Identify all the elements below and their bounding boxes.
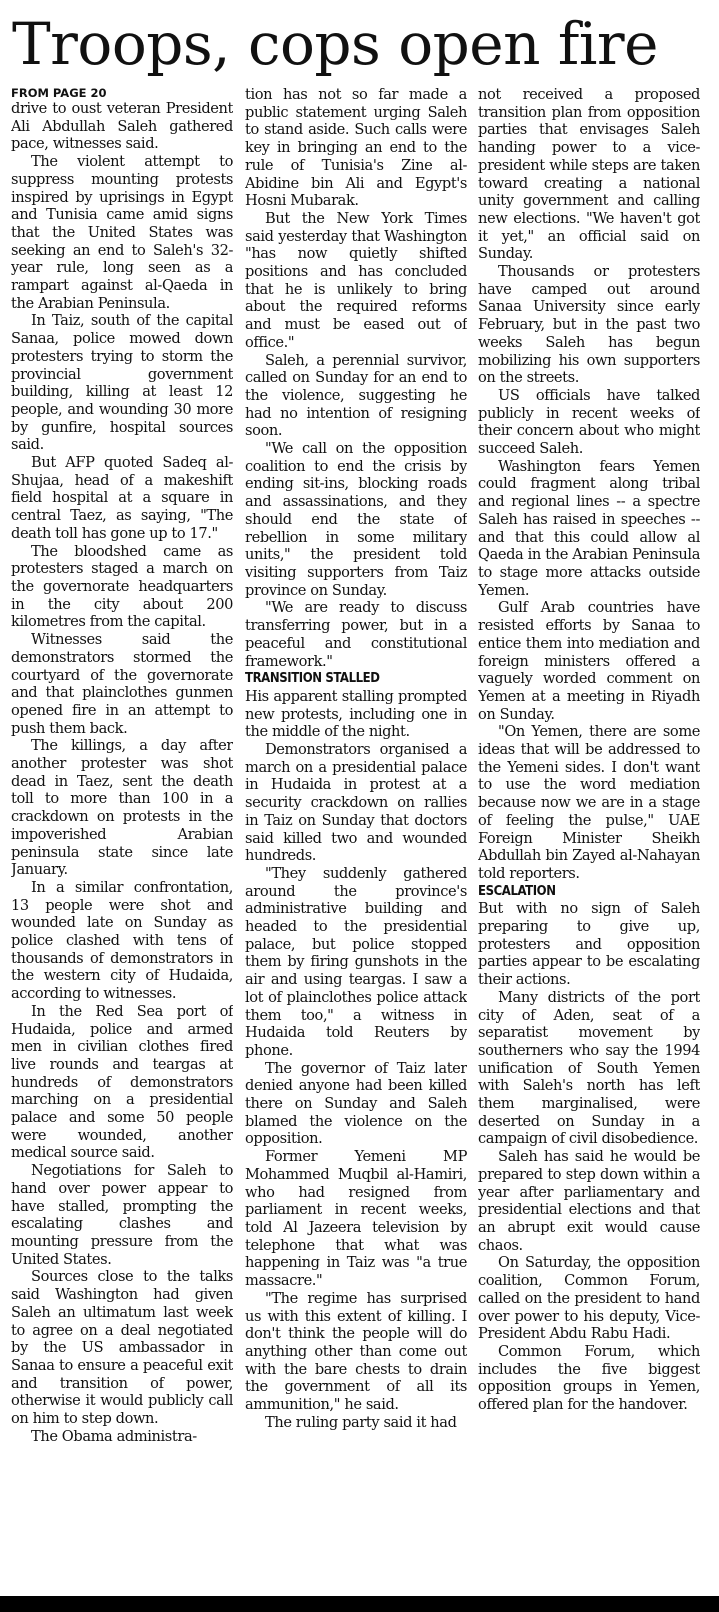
paragraph: The Obama administra- [31,1427,197,1445]
paragraph: The killings, a day after another protester was shot dead in Taez, sent the death toll to more than 100 in a crackdown on protests in the impoverished Arabian peninsula state since late January. [11,737,233,879]
paragraph: Saleh, a perennial survivor, called on Sunday for an end to the violence, suggesting he had no intention of resigning soon. [245,351,467,440]
paragraph: But with no sign of Saleh preparing to give up, protesters and opposition parties appear to be escalating their actions. [478,900,700,989]
paragraph: In Taiz, south of the capital Sanaa, police mowed down protesters trying to storm the provincial government building, killing at least 12 people, and wounding 30 more by gunfire, hospital sources said. [11,312,233,454]
subhead-transition-stalled: TRANSITION STALLED [245,671,380,687]
paragraph: drive to oust veteran President Ali Abdullah Saleh gathered pace, witnesses said. [11,100,233,153]
paragraph: Gulf Arab countries have resisted efforts by Sanaa to entice them into mediation and foreign ministers offered a vaguely worded comment on Yemen at a meeting in Riyadh on Sunday. [478,599,700,723]
paragraph: Washington fears Yemen could fragment along tribal and regional lines -- a spectre Saleh has raised in speeches -- and that this could allow al Qaeda in the Arabian Peninsula to stage more attacks outside Yemen. [478,457,700,599]
paragraph: His apparent stalling prompted new protests, including one in the middle of the night. [245,687,467,741]
paragraph: "We are ready to discuss transferring power, but in a peaceful and constitutional framework." [245,599,467,670]
paragraph: not received a proposed transition plan from opposition parties that envisages Saleh handing power to a vice-president while steps are taken toward creating a national unity government and calling new elections. "We haven't got it yet," an official said on Sunday. [478,86,700,263]
paragraph: "They suddenly gathered around the province's administrative building and headed to the presidential palace, but police stopped them by firing gunshots in the air and using teargas. I saw a lot of plainclothes police attack them too," a witness in Hudaida told Reuters by phone. [245,864,467,1059]
continued-from-label: FROM PAGE 20 [11,86,107,100]
paragraph: The governor of Taiz later denied anyone had been killed there on Sunday and Saleh blamed the violence on the opposition. [245,1059,467,1148]
paragraph: Common Forum, which includes the five biggest opposition groups in Yemen, offered plan for the handover. [478,1342,700,1414]
paragraph: Demonstrators organised a march on a presidential palace in Hudaida in protest at a security crackdown on rallies in Taiz on Sunday that doctors said killed two and wounded hundreds. [245,741,467,865]
paragraph: "The regime has surprised us with this extent of killing. I don't think the people will do anything other than come out with the bare chests to drain the government of all its ammunition," he said. [245,1289,467,1414]
paragraph: Many districts of the port city of Aden, seat of a separatist movement by southerners who say the 1994 unification of South Yemen with Saleh's north has left them marginalised, were deserted on Sunday in a campaign of civil disobedience. [478,988,700,1148]
headline: Troops, cops open fire [12,10,658,78]
paragraph: "We call on the opposition coalition to end the crisis by ending sit-ins, blocking roads and assassinations, and they should end the state of rebellion in some military units," the president told visiting supporters from Taiz province on Sunday. [245,440,467,599]
paragraph: Saleh has said he would be prepared to step down within a year after parliamentary and presidential elections and that an abrupt exit would cause chaos. [478,1148,700,1254]
page-bottom-rule [0,1596,719,1612]
paragraph: But AFP quoted Sadeq al-Shujaa, head of a makeshift field hospital at a square in central Taez, as saying, "The death toll has gone up to 17." [11,454,233,542]
paragraph: But the New York Times said yesterday that Washington "has now quietly shifted positions and has concluded that he is unlikely to bring about the required reforms and must be eased out of office." [245,209,467,351]
paragraph: The bloodshed came as protesters staged a march on the governorate headquarters in the city about 200 kilometres from the capital. [11,542,233,631]
paragraph: tion has not so far made a public statement urging Saleh to stand aside. Such calls were key in bringing an end to the rule of Tunisia's Zine al-Abidine bin Ali and Egypt's Hosni Mubarak. [245,86,467,210]
paragraph: Former Yemeni MP Mohammed Muqbil al-Hamiri, who had resigned from parliament in recent weeks, told Al Jazeera television by telephone that what was happening in Taiz was "a true massacre." [245,1148,467,1290]
paragraph: In a similar confrontation, 13 people were shot and wounded late on Sunday as police clashed with tens of thousands of demonstrators in the western city of Hudaida, according to witnesses. [11,878,233,1003]
paragraph: Witnesses said the demonstrators stormed the courtyard of the governorate and that plainclothes gunmen opened fire in an attempt to push them back. [11,631,233,737]
article-column-1 [11,86,233,1596]
paragraph: Negotiations for Saleh to hand over power appear to have stalled, prompting the escalating clashes and mounting pressure from the United States. [11,1162,233,1268]
paragraph: "On Yemen, there are some ideas that will be addressed to the Yemeni sides. I don't want to use the word mediation because now we are in a stage of feeling the pulse," UAE Foreign Minister Sheikh Abdullah bin Zayed al-Nahayan told reporters. [478,723,700,882]
paragraph: The violent attempt to suppress mounting protests inspired by uprisings in Egypt and Tunisia came amid signs that the United States was seeking an end to Saleh's 32-year rule, long seen as a rampart against al-Qaeda in the Arabian Peninsula. [11,153,233,312]
paragraph: In the Red Sea port of Hudaida, police and armed men in civilian clothes fired live rounds and teargas at hundreds of demonstrators marching on a presidential palace and some 50 people were wounded, another medical source said. [11,1002,233,1162]
paragraph: US officials have talked publicly in recent weeks of their concern about who might succeed Saleh. [478,386,700,458]
paragraph: The ruling party said it had [265,1413,457,1431]
article-column-2 [245,86,467,1596]
paragraph: Sources close to the talks said Washington had given Saleh an ultimatum last week to agree on a deal negotiated by the US ambassador in Sanaa to ensure a peaceful exit and transition of power, otherwise it would publicly call on him to step down. [11,1268,233,1428]
subhead-escalation: ESCALATION [478,883,556,899]
paragraph: On Saturday, the opposition coalition, Common Forum, called on the president to hand over power to his deputy, Vice-President Abdu Rabu Hadi. [478,1254,700,1343]
paragraph: Thousands or protesters have camped out around Sanaa University since early February, but in the past two weeks Saleh has begun mobilizing his own supporters on the streets. [478,263,700,387]
article-column-3 [478,86,700,1596]
